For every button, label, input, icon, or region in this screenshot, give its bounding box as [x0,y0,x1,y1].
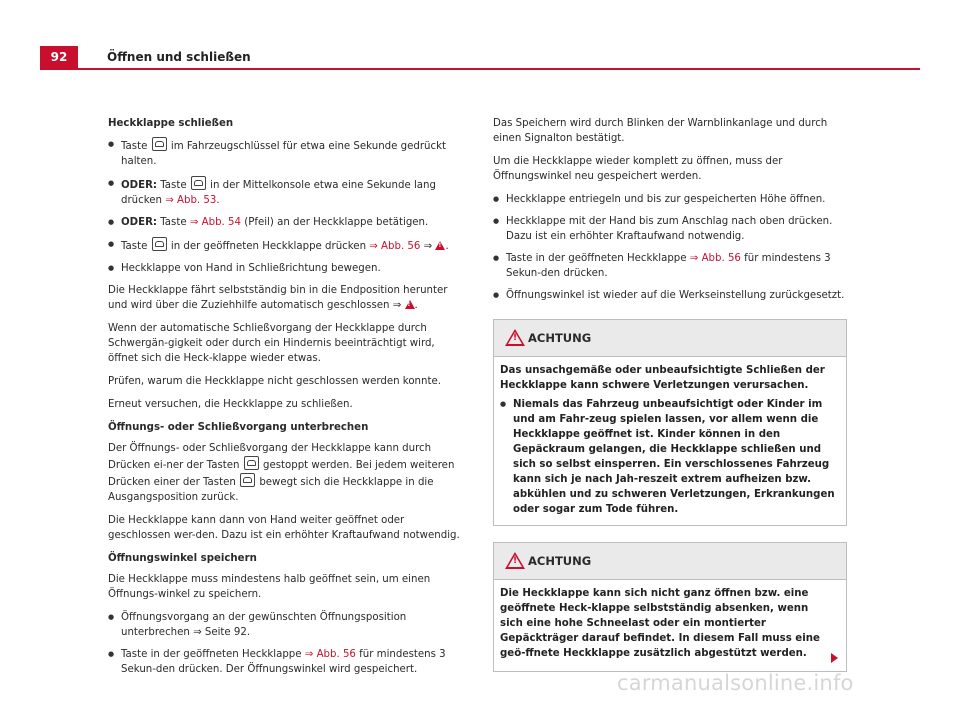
figure-link[interactable]: ⇒ Abb. 53 [165,195,217,206]
warning-icon[interactable] [435,241,445,250]
paragraph: Prüfen, warum die Heckklappe nicht geschlossen werden konnte. [108,376,441,387]
list-item: ● Taste in der geöffneten Heckklappe drücken ⇒ Abb. 56 ⇒ ! . [108,237,464,254]
paragraph: Die Heckklappe muss mindestens halb geöffnet sein, um einen Öffnungs-winkel zu speichern. [108,574,431,600]
list-item: ● Heckklappe entriegeln und bis zur gespeicherten Höhe öffnen. [493,192,847,207]
left-column [108,116,464,684]
watermark: carmanualsonline.info [617,671,854,695]
figure-link[interactable]: ⇒ Abb. 56 [689,253,741,264]
list-item: ● Öffnungsvorgang an der gewünschten Öffnungsposition unterbrechen ⇒ Seite 92. [108,610,464,640]
paragraph: Wenn der automatische Schließvorgang der Heckklappe durch Schwergän-gigkeit oder durch ein Hindernis beeinträchtigt wird, öffnet sich die Heck-klappe wieder etwas. [108,323,435,364]
figure-link[interactable]: ⇒ Abb. 56 [369,241,421,252]
key-icon [191,176,206,190]
warning-title: ACHTUNG [528,554,592,568]
paragraph: Die Heckklappe kann dann von Hand weiter geöffnet oder geschlossen wer-den. Dazu ist ein erhöhter Kraftaufwand notwendig. [108,515,460,541]
warning-body: Das unsachgemäße oder unbeaufsichtigte Schließen der Heckklappe kann schwere Verletzungen verursachen. ● Niemals das Fahrzeug unbeaufsichtigt oder Kinder im und am Fahr-zeug spielen lassen, vor allem wenn die Heckklappe geöffnet ist. Kinder können in den Gepäckraum gelangen, die Heckklappe schließen und sich so selbst einsperren. Ein verschlossenes Fahrzeug kann sich je nach Jah-reszeit extrem aufheizen bzw. abkühlen und zu schweren Verletzungen, Erkrankungen oder sogar zum Tode führen. [494,357,846,525]
warning-box-header [494,543,846,580]
list-item: ● Heckklappe mit der Hand bis zum Anschlag nach oben drücken. Dazu ist ein erhöhter Kraftaufwand notwendig. [493,214,847,244]
warning-body: Die Heckklappe kann sich nicht ganz öffnen bzw. eine geöffnete Heck-klappe selbstständig absenken, wenn sich eine hohe Schneelast oder ein montierter Gepäckträger darauf befindet. In diesem Fall muss eine geö-ffnete Heckklappe zusätzlich abgestützt werden. [500,588,820,659]
list-item: ● Taste im Fahrzeugschlüssel für etwa eine Sekunde gedrückt halten. [108,137,464,169]
warning-triangle-icon [505,329,525,346]
list-item: ● Heckklappe von Hand in Schließrichtung bewegen. [108,261,464,276]
paragraph: Das Speichern wird durch Blinken der Warnblinkanlage und durch einen Signalton bestätigt. [493,118,828,144]
list-item: ● Taste in der geöffneten Heckklappe ⇒ Abb. 56 für mindestens 3 Sekun-den drücken. [493,251,847,281]
key-icon [152,137,167,151]
page-number: 92 [40,46,78,68]
warning-box-header [494,320,846,357]
key-icon [240,473,255,487]
list-item: ● Taste in der geöffneten Heckklappe ⇒ Abb. 56 für mindestens 3 Sekun-den drücken. Der Öffnungswinkel wird gespeichert. [108,647,464,677]
figure-link[interactable]: ⇒ Abb. 56 [304,649,356,660]
paragraph: Die Heckklappe fährt selbstständig bin in die Endposition herunter und wird über die Zuziehhilfe automatisch geschlossen ⇒ ! . [108,283,464,313]
warning-icon[interactable] [405,300,415,309]
section-title-close: Heckklappe schließen [108,118,234,129]
list-item: ● Öffnungswinkel ist wieder auf die Werkseinstellung zurückgesetzt. [493,288,847,303]
paragraph: Der Öffnungs- oder Schließvorgang der Heckklappe kann durch Drücken ei-ner der Tasten gestoppt werden. Bei jedem weiteren Drücken einer der Tasten bewegt sich die Heckklappe in die Ausgangsposition zurück. [108,443,455,503]
chapter-title: Öffnen und schließen [107,50,251,64]
key-icon [244,456,259,470]
section-title-interrupt: Öffnungs- oder Schließvorgang unterbrechen [108,422,369,433]
warning-triangle-icon [505,552,525,569]
section-title-store: Öffnungswinkel speichern [108,553,257,564]
warning-box [493,319,847,526]
continue-arrow-icon[interactable] [831,653,838,663]
figure-link[interactable]: ⇒ Abb. 54 [189,217,241,228]
list-item: ● Niemals das Fahrzeug unbeaufsichtigt oder Kinder im und am Fahr-zeug spielen lassen, vor allem wenn die Heckklappe geöffnet ist. Kinder können in den Gepäckraum gelangen, die Heckklappe schließen und sich so selbst einsperren. Ein verschlossenes Fahrzeug kann sich je nach Jah-reszeit extrem aufheizen bzw. abkühlen und zu schweren Verletzungen, Erkrankungen oder sogar zum Tode führen. [500,397,840,517]
paragraph: Um die Heckklappe wieder komplett zu öffnen, muss der Öffnungswinkel neu gespeichert werden. [493,156,783,182]
warning-title: ACHTUNG [528,331,592,345]
right-column [493,116,847,688]
page-header [40,46,920,70]
list-item: ● ODER: Taste in der Mittelkonsole etwa eine Sekunde lang drücken ⇒ Abb. 53. [108,176,464,208]
list-item: ● ODER: Taste ⇒ Abb. 54 (Pfeil) an der Heckklappe betätigen. [108,215,464,230]
warning-box [493,542,847,672]
key-icon [152,237,167,251]
paragraph: Erneut versuchen, die Heckklappe zu schließen. [108,399,353,410]
